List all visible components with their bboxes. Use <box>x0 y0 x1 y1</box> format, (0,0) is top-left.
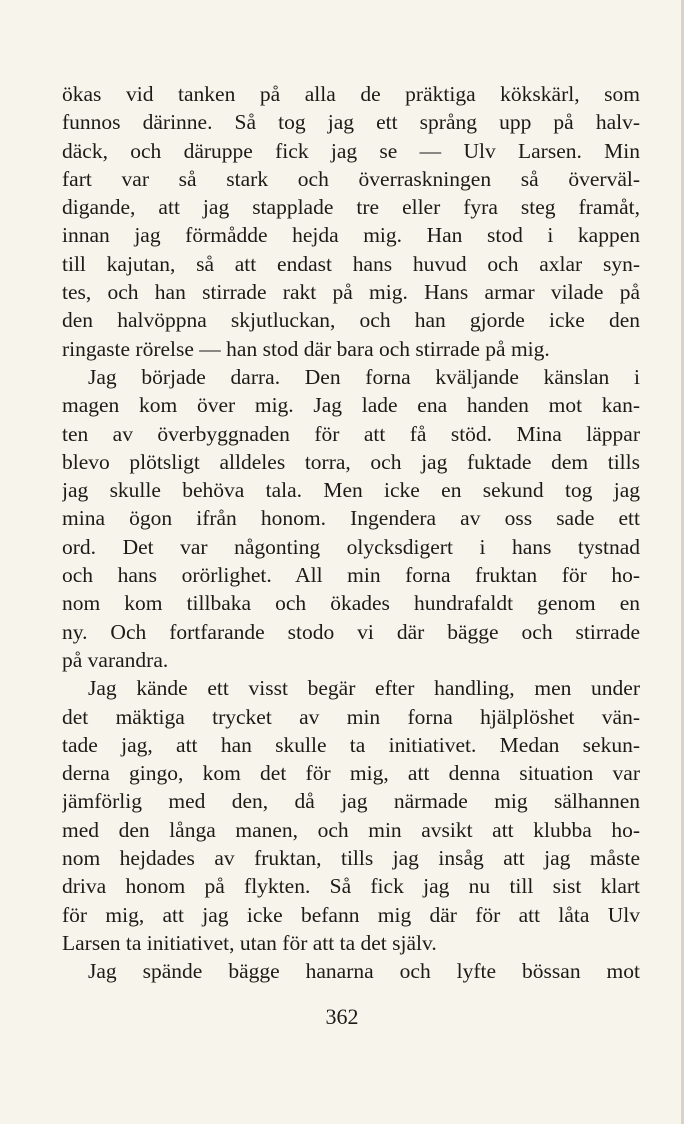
text-line: Larsen ta initiativet, utan för att ta det själv. <box>62 930 437 955</box>
paragraph-start-line: Jag kände ett visst begär efter handling, men under <box>88 676 640 701</box>
body-text <box>62 80 640 986</box>
text-line: däck, och däruppe fick jag se — Ulv Larsen. Min <box>62 138 640 163</box>
text-line: den halvöppna skjutluckan, och han gjorde icke den <box>62 308 640 333</box>
paragraph-start-line: Jag började darra. Den forna kväljande känslan i <box>88 364 640 389</box>
text-line: ord. Det var någonting olycksdigert i hans tystnad <box>62 534 640 559</box>
text-line: med den långa manen, och min avsikt att klubba ho- <box>62 817 640 842</box>
text-line: ökas vid tanken på alla de präktiga kökskärl, som <box>62 82 640 106</box>
paragraph-start-line: Jag spände bägge hanarna och lyfte bössan mot <box>88 959 640 984</box>
page-number: 362 <box>325 1004 359 1029</box>
text-line: och hans orörlighet. All min forna fruktan för ho- <box>62 563 640 588</box>
text-line: på varandra. <box>62 647 169 672</box>
text-line: ny. Och fortfarande stodo vi där bägge och stirrade <box>62 619 640 644</box>
text-line: jämförlig med den, då jag närmade mig sälhannen <box>62 789 640 814</box>
text-line: digande, att jag stapplade tre eller fyra steg framåt, <box>62 195 640 220</box>
text-line: magen kom över mig. Jag lade ena handen mot kan- <box>62 393 640 418</box>
text-line: för mig, att jag icke befann mig där för att låta Ulv <box>62 902 640 927</box>
text-line: jag skulle behöva tala. Men icke en sekund tog jag <box>62 478 640 503</box>
text-line: ten av överbyggnaden för att få stöd. Mina läppar <box>62 421 640 446</box>
text-line: mina ögon ifrån honom. Ingendera av oss sade ett <box>62 506 640 531</box>
text-line: nom hejdades av fruktan, tills jag insåg att jag måste <box>62 846 640 871</box>
text-line: nom kom tillbaka och ökades hundrafaldt genom en <box>62 591 640 616</box>
text-line: blevo plötsligt alldeles torra, och jag fuktade dem tills <box>62 449 640 474</box>
text-line: tes, och han stirrade rakt på mig. Hans armar vilade på <box>62 280 640 305</box>
text-line: det mäktiga trycket av min forna hjälplöshet vän- <box>62 704 640 729</box>
text-line: ringaste rörelse — han stod där bara och stirrade på mig. <box>62 336 550 361</box>
text-line: driva honom på flykten. Så fick jag nu till sist klart <box>62 874 640 899</box>
text-line: till kajutan, så att endast hans huvud och axlar syn- <box>62 251 640 276</box>
text-line: funnos därinne. Så tog jag ett språng upp på halv- <box>62 110 640 135</box>
text-line: innan jag förmådde hejda mig. Han stod i kappen <box>62 223 640 248</box>
text-line: fart var så stark och överraskningen så överväl- <box>62 166 640 191</box>
text-line: derna gingo, kom det för mig, att denna situation var <box>62 761 640 786</box>
text-line: tade jag, att han skulle ta initiativet. Medan sekun- <box>62 732 640 757</box>
